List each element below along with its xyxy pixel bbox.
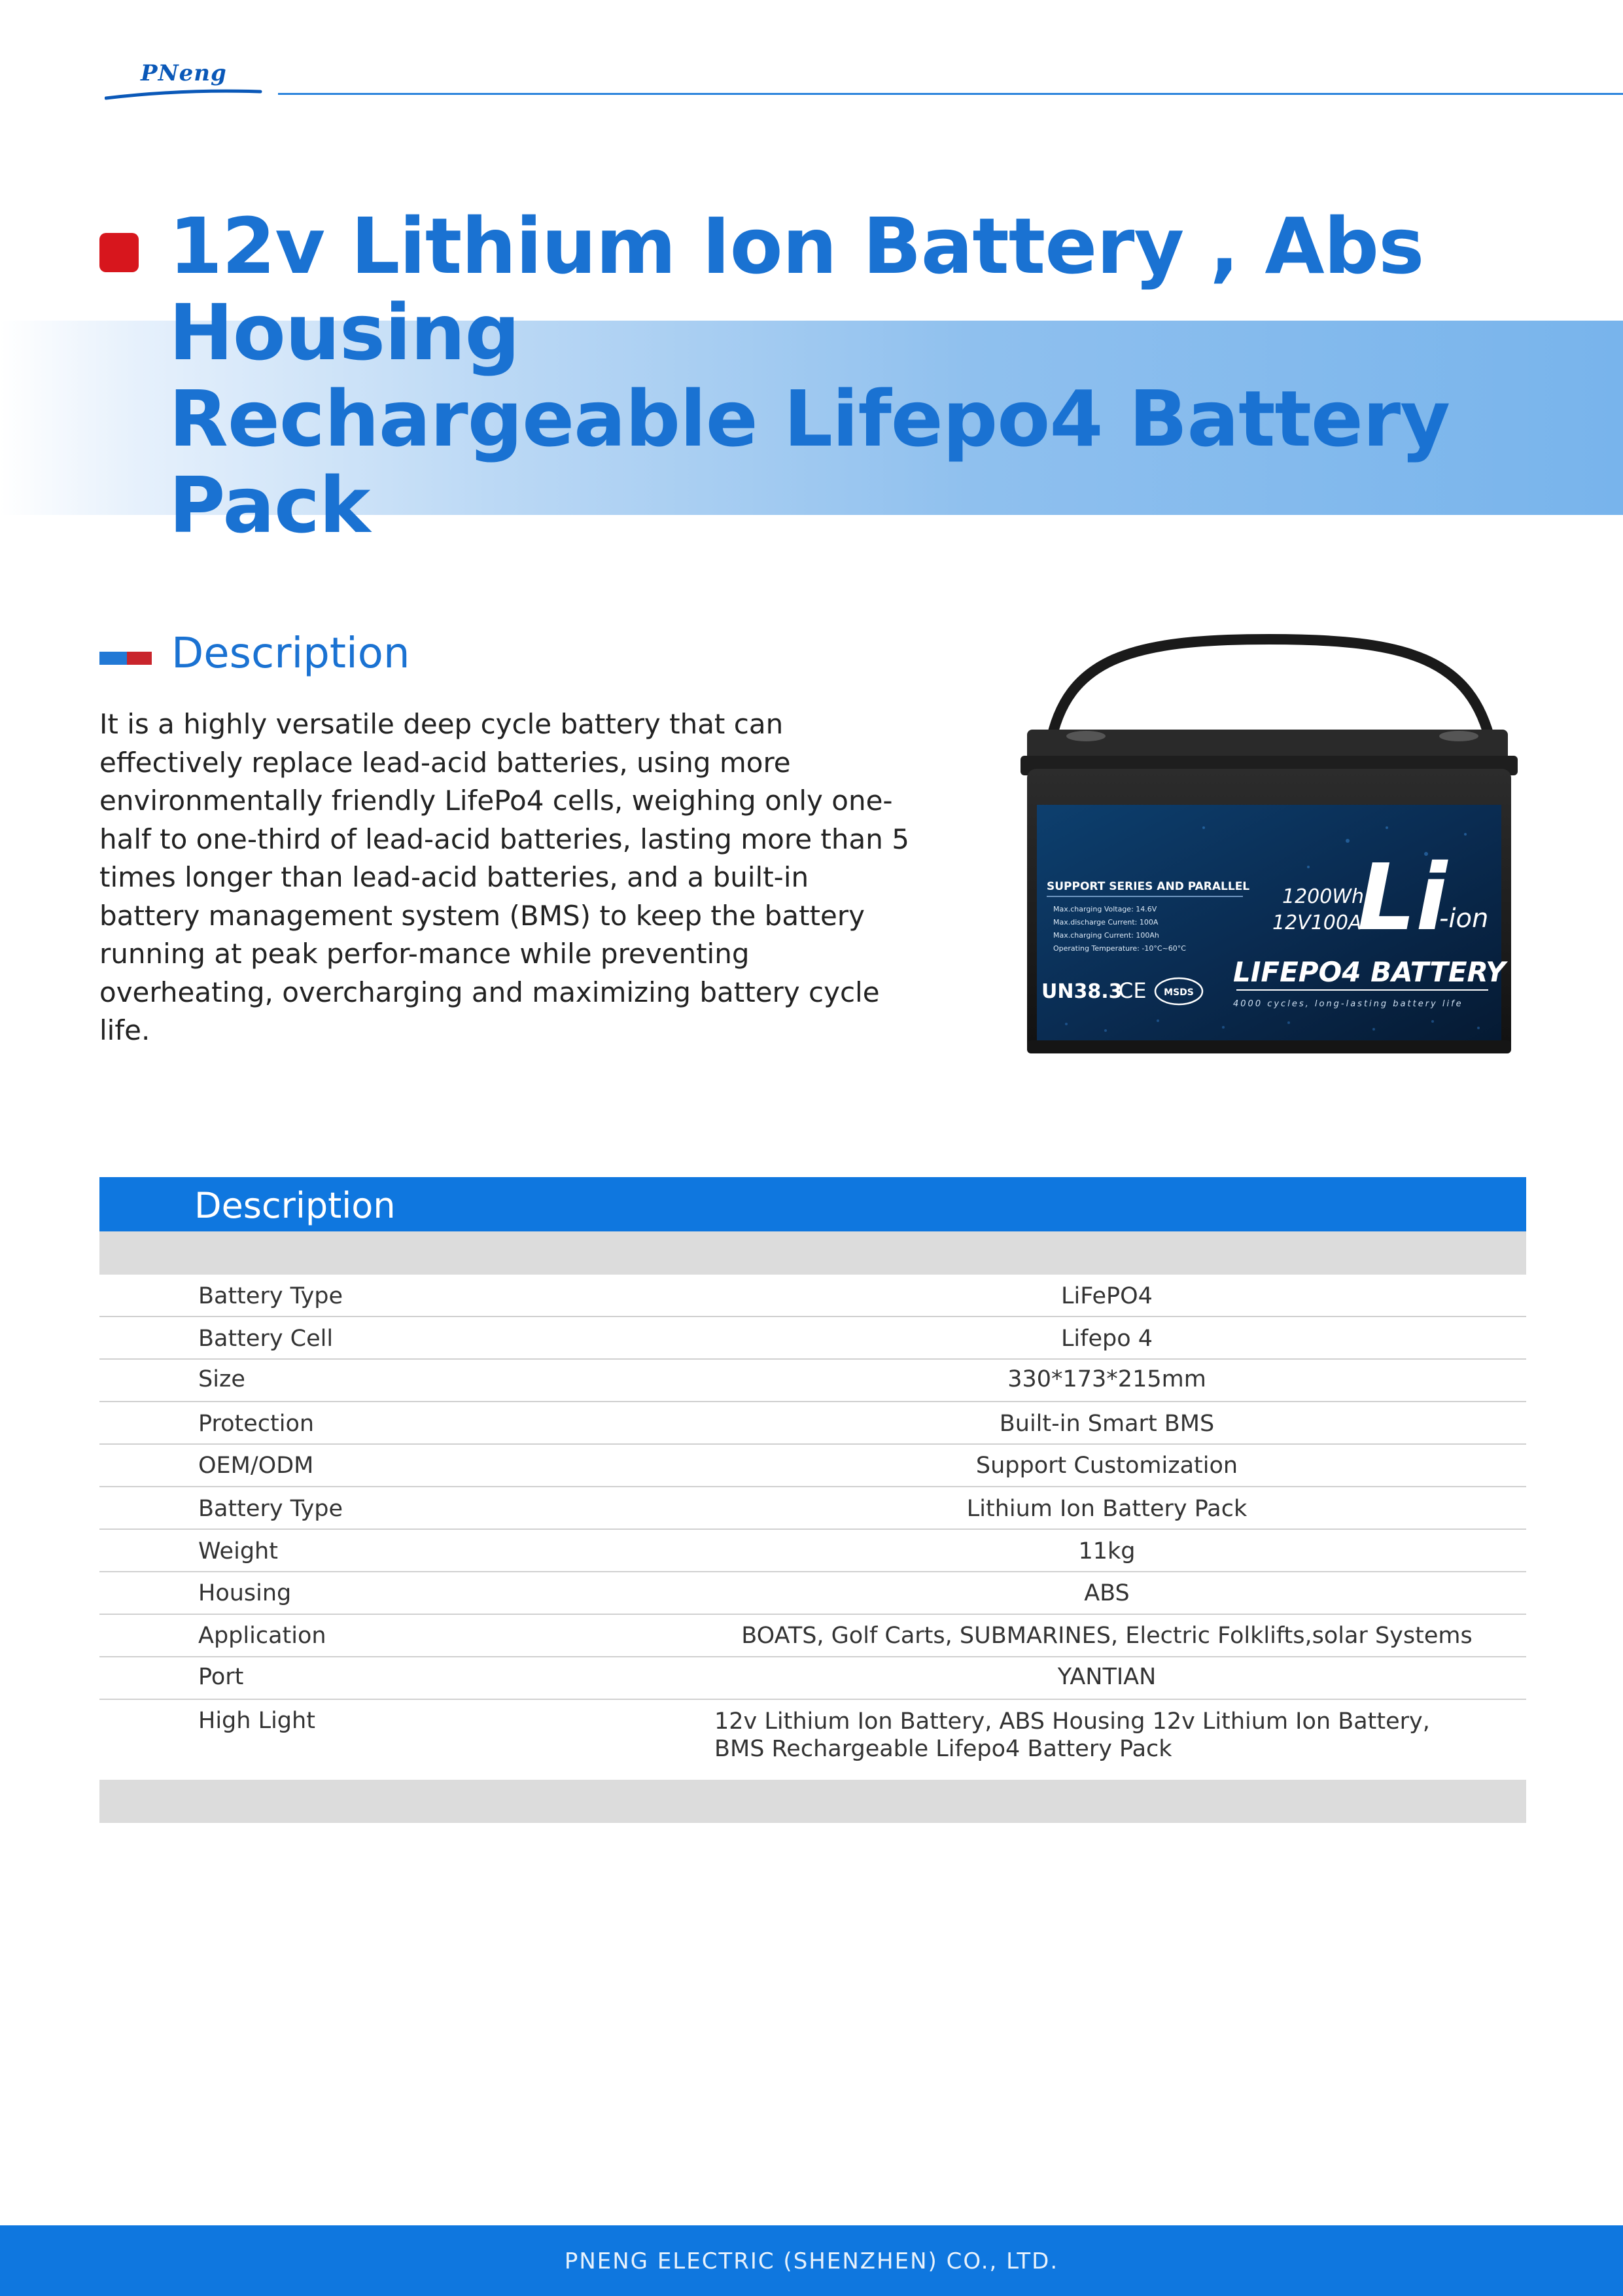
table-row bbox=[99, 1360, 1526, 1402]
spec-table-bottom-spacer bbox=[99, 1780, 1526, 1823]
footer-company-name: PNENG ELECTRIC (SHENZHEN) CO., LTD. bbox=[564, 2248, 1059, 2274]
title-line-1: 12v Lithium Ion Battery , Abs Housing bbox=[169, 201, 1424, 378]
table-row bbox=[99, 1615, 1526, 1657]
row-key: OEM/ODM bbox=[198, 1453, 314, 1479]
table-row bbox=[99, 1402, 1526, 1445]
row-value-line-1: 12v Lithium Ion Battery, ABS Housing 12v Lithium Ion Battery, bbox=[714, 1708, 1430, 1735]
row-value: LiFePO4 bbox=[1061, 1283, 1153, 1309]
battery-spec-4: Operating Temperature: -10°C~60°C bbox=[1053, 944, 1186, 953]
description-heading: Description bbox=[171, 629, 410, 678]
company-logo bbox=[105, 60, 268, 106]
table-row bbox=[99, 1530, 1526, 1572]
battery-li: Li bbox=[1357, 845, 1448, 951]
logo-swoosh-icon bbox=[105, 85, 268, 105]
section-marker-icon bbox=[99, 652, 152, 665]
battery-spec-1: Max.charging Voltage: 14.6V bbox=[1053, 905, 1157, 913]
header-divider bbox=[278, 93, 1623, 95]
row-value: ABS bbox=[1084, 1580, 1130, 1606]
row-key: High Light bbox=[198, 1708, 315, 1734]
row-key: Application bbox=[198, 1623, 326, 1649]
battery-wh: 1200Wh bbox=[1282, 885, 1365, 908]
row-key: Size bbox=[198, 1366, 245, 1392]
row-value: 330*173*215mm bbox=[1007, 1366, 1206, 1392]
row-value bbox=[714, 1708, 1499, 1763]
row-value: Lithium Ion Battery Pack bbox=[966, 1496, 1248, 1522]
spec-table-top-spacer bbox=[99, 1231, 1526, 1275]
page-title bbox=[169, 203, 1608, 548]
table-row bbox=[99, 1487, 1526, 1530]
row-key: Battery Type bbox=[198, 1283, 343, 1309]
table-row bbox=[99, 1445, 1526, 1487]
row-value: BOATS, Golf Carts, SUBMARINES, Electric Folklifts,solar Systems bbox=[741, 1623, 1473, 1649]
row-value: YANTIAN bbox=[1057, 1664, 1157, 1690]
battery-cycles: 4000 cycles, long-lasting battery life bbox=[1233, 999, 1463, 1009]
battery-model: 12V100Ah bbox=[1272, 911, 1374, 934]
battery-ion: -ion bbox=[1439, 904, 1489, 934]
battery-brand: LIFEPO4 BATTERY bbox=[1233, 956, 1506, 988]
table-row bbox=[99, 1700, 1526, 1780]
row-value-line-2: BMS Rechargeable Lifepo4 Battery Pack bbox=[714, 1736, 1172, 1762]
description-body: It is a highly versatile deep cycle battery that can effectively replace lead-acid batteries, using more environmentally friendly LifePo4 cells, weighing only one-half to one-third of lead-acid batteries, lasting more than 5 times longer than lead-acid batteries, and a built-in battery management system (BMS) to keep the battery running at peak perfor-mance while preventing overheating, overcharging and maximizing battery cycle life. bbox=[99, 708, 909, 1046]
row-value: Lifepo 4 bbox=[1060, 1326, 1153, 1352]
battery-label-support: SUPPORT SERIES AND PARALLEL bbox=[1047, 880, 1250, 893]
page-footer bbox=[0, 2225, 1623, 2296]
battery-spec-2: Max.discharge Current: 100A bbox=[1053, 918, 1159, 927]
row-key: Port bbox=[198, 1664, 244, 1690]
battery-un: UN38.3 bbox=[1041, 980, 1123, 1003]
spec-table-title: Description bbox=[194, 1185, 396, 1226]
spec-table-header bbox=[99, 1177, 1526, 1231]
row-key: Protection bbox=[198, 1411, 315, 1437]
battery-product-image bbox=[1007, 631, 1531, 1057]
battery-msds: MSDS bbox=[1164, 987, 1194, 998]
row-value: 11kg bbox=[1078, 1538, 1136, 1564]
title-bullet-icon bbox=[99, 233, 139, 272]
table-row bbox=[99, 1275, 1526, 1317]
row-value: Support Customization bbox=[975, 1453, 1238, 1479]
battery-ce: CE bbox=[1119, 978, 1147, 1003]
title-line-2: Rechargeable Lifepo4 Battery Pack bbox=[169, 374, 1450, 550]
table-row bbox=[99, 1572, 1526, 1615]
row-key: Weight bbox=[198, 1538, 278, 1564]
battery-spec-3: Max.charging Current: 100Ah bbox=[1053, 931, 1159, 940]
table-row bbox=[99, 1317, 1526, 1360]
row-key: Housing bbox=[198, 1580, 292, 1606]
row-key: Battery Cell bbox=[198, 1326, 334, 1352]
table-row bbox=[99, 1657, 1526, 1700]
logo-text: PNeng bbox=[141, 60, 227, 86]
row-value: Built-in Smart BMS bbox=[999, 1411, 1215, 1437]
row-key: Battery Type bbox=[198, 1496, 343, 1522]
